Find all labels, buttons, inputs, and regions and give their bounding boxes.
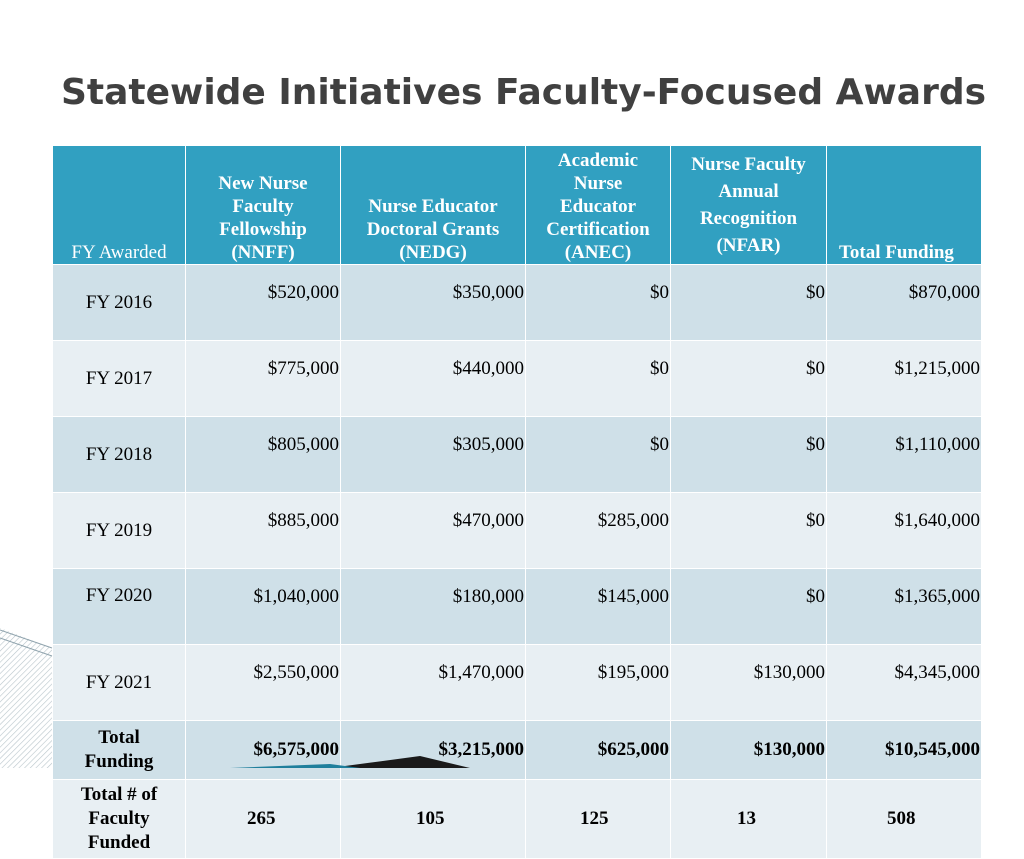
header-nfar xyxy=(671,146,827,265)
header-nfar-line: Annual xyxy=(718,181,779,202)
cell-nfar: $130,000 xyxy=(671,645,827,721)
decorative-dark-wedge xyxy=(330,756,470,768)
faculty-count-label-line: Total # of xyxy=(80,784,158,805)
header-nnff-line: (NNFF) xyxy=(231,242,295,263)
total-nedg: $3,215,000 xyxy=(341,721,526,780)
total-funding-label-line: Funding xyxy=(84,751,154,772)
cell-fy: FY 2018 xyxy=(53,417,186,493)
cell-anec: $145,000 xyxy=(526,569,671,645)
cell-nfar: $0 xyxy=(671,417,827,493)
header-total-funding: Total Funding xyxy=(827,146,982,265)
count-nedg: 105 xyxy=(341,780,526,859)
cell-nnff: $2,550,000 xyxy=(186,645,341,721)
count-nnff: 265 xyxy=(186,780,341,859)
total-funding-label-line: Total xyxy=(98,727,140,748)
header-nedg-line: Doctoral Grants xyxy=(366,219,500,240)
cell-anec: $0 xyxy=(526,265,671,341)
cell-anec: $195,000 xyxy=(526,645,671,721)
cell-nnff: $775,000 xyxy=(186,341,341,417)
table-header-row xyxy=(53,146,982,265)
cell-total: $1,110,000 xyxy=(827,417,982,493)
header-nedg-line: (NEDG) xyxy=(399,242,467,263)
cell-fy: FY 2021 xyxy=(53,645,186,721)
total-nfar: $130,000 xyxy=(671,721,827,780)
cell-fy: FY 2020 xyxy=(53,569,186,645)
count-anec: 125 xyxy=(526,780,671,859)
cell-total: $1,365,000 xyxy=(827,569,982,645)
faculty-count-row xyxy=(53,780,982,859)
cell-fy: FY 2016 xyxy=(53,265,186,341)
cell-nfar: $0 xyxy=(671,569,827,645)
header-nedg xyxy=(341,146,526,265)
cell-total: $4,345,000 xyxy=(827,645,982,721)
cell-anec: $0 xyxy=(526,417,671,493)
total-nnff: $6,575,000 xyxy=(186,721,341,780)
cell-nedg: $470,000 xyxy=(341,493,526,569)
cell-nfar: $0 xyxy=(671,265,827,341)
total-anec: $625,000 xyxy=(526,721,671,780)
table-row xyxy=(53,493,982,569)
cell-nnff: $805,000 xyxy=(186,417,341,493)
header-nnff xyxy=(186,146,341,265)
cell-total: $1,215,000 xyxy=(827,341,982,417)
header-anec-line: Academic xyxy=(557,150,639,171)
cell-nedg: $180,000 xyxy=(341,569,526,645)
cell-fy: FY 2019 xyxy=(53,493,186,569)
header-nnff-line: New Nurse xyxy=(218,173,308,194)
cell-nfar: $0 xyxy=(671,341,827,417)
header-anec xyxy=(526,146,671,265)
cell-nfar: $0 xyxy=(671,493,827,569)
faculty-count-label-line: Faculty xyxy=(88,808,150,829)
faculty-count-label xyxy=(53,780,186,859)
cell-nnff: $885,000 xyxy=(186,493,341,569)
total-total: $10,545,000 xyxy=(827,721,982,780)
cell-total: $1,640,000 xyxy=(827,493,982,569)
cell-nedg: $1,470,000 xyxy=(341,645,526,721)
header-nedg-line: Nurse Educator xyxy=(368,196,498,217)
page-title: Statewide Initiatives Faculty-Focused Awards xyxy=(61,72,987,113)
cell-nedg: $440,000 xyxy=(341,341,526,417)
header-anec-line: Educator xyxy=(560,196,636,217)
cell-nedg: $350,000 xyxy=(341,265,526,341)
table-row xyxy=(53,417,982,493)
cell-nnff: $1,040,000 xyxy=(186,569,341,645)
header-nnff-line: Fellowship xyxy=(219,219,307,240)
cell-total: $870,000 xyxy=(827,265,982,341)
decorative-teal-wedge xyxy=(230,764,360,768)
count-nfar: 13 xyxy=(671,780,827,859)
decorative-corner-graphic xyxy=(0,628,470,768)
cell-anec: $0 xyxy=(526,341,671,417)
header-nnff-line: Faculty xyxy=(232,196,294,217)
cell-anec: $285,000 xyxy=(526,493,671,569)
header-anec-line: Nurse xyxy=(573,173,623,194)
cell-fy: FY 2017 xyxy=(53,341,186,417)
faculty-count-label-line: Funded xyxy=(87,832,151,853)
table-row xyxy=(53,265,982,341)
header-nfar-line: Nurse Faculty xyxy=(691,154,806,175)
count-total: 508 xyxy=(827,780,982,859)
header-anec-line: (ANEC) xyxy=(564,242,632,263)
header-anec-line: Certification xyxy=(546,219,650,240)
header-fy-awarded: FY Awarded xyxy=(53,146,186,265)
table-row xyxy=(53,341,982,417)
cell-nnff: $520,000 xyxy=(186,265,341,341)
header-nfar-line: (NFAR) xyxy=(716,235,781,256)
decorative-hatch-shape xyxy=(0,628,52,768)
header-nfar-line: Recognition xyxy=(699,208,798,229)
cell-nedg: $305,000 xyxy=(341,417,526,493)
